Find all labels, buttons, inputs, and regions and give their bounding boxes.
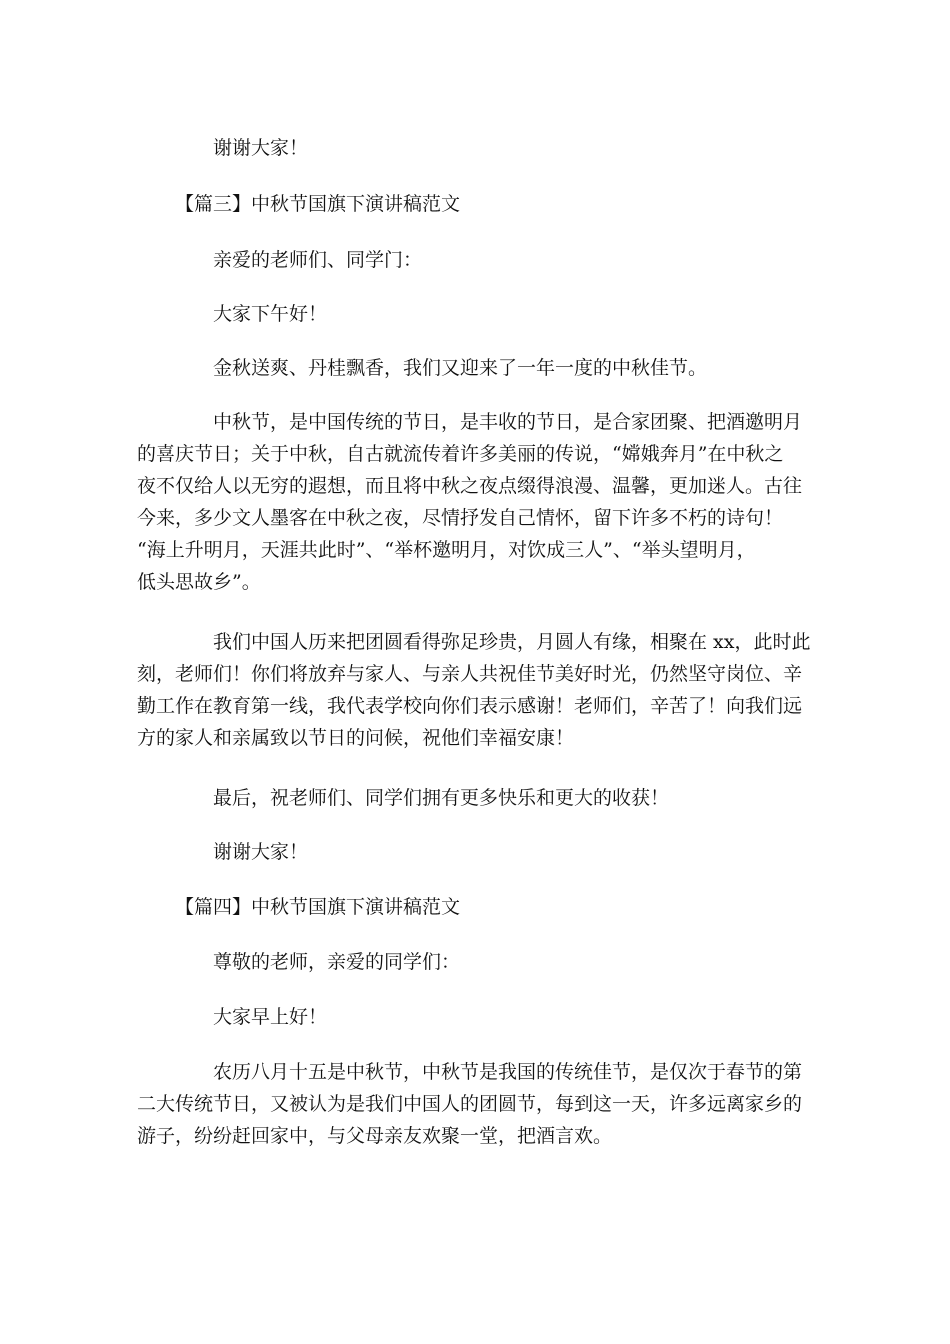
text-line: 低头思故乡”。 bbox=[137, 571, 261, 593]
text-line: 勤工作在教育第一线，我代表学校向你们表示感谢！老师们，辛苦了！向我们远 bbox=[137, 695, 803, 717]
paragraph-thanks-teachers bbox=[137, 626, 813, 754]
text-line: 中秋节，是中国传统的节日，是丰收的节日，是合家团聚、把酒邀明月 bbox=[213, 411, 803, 433]
closing-thanks-1: 谢谢大家！ bbox=[213, 137, 309, 159]
paragraph-wishes: 最后，祝老师们、同学们拥有更多快乐和更大的收获！ bbox=[213, 787, 670, 809]
text-line: 我们中国人历来把团圆看得弥足珍贵，月圆人有缘，相聚在 xx，此时此 bbox=[213, 631, 811, 653]
salutation-3: 亲爱的老师们、同学门： bbox=[213, 249, 423, 271]
section-heading-3: 【篇三】中秋节国旗下演讲稿范文 bbox=[175, 193, 461, 215]
text-line: “海上升明月，天涯共此时”、“举杯邀明月，对饮成三人”、“举头望明月， bbox=[137, 539, 756, 561]
text-line: 夜不仅给人以无穷的遐想，而且将中秋之夜点缀得浪漫、温馨，更加迷人。古往 bbox=[137, 475, 803, 497]
paragraph-mid-autumn-legend bbox=[137, 406, 813, 598]
text-line: 的喜庆节日；关于中秋，自古就流传着许多美丽的传说，“嫦娥奔月”在中秋之 bbox=[137, 443, 784, 465]
text-line: 刻，老师们！你们将放弃与家人、与亲人共祝佳节美好时光，仍然坚守岗位、辛 bbox=[137, 663, 803, 685]
section-heading-4: 【篇四】中秋节国旗下演讲稿范文 bbox=[175, 896, 461, 918]
text-line: 二大传统节日，又被认为是我们中国人的团圆节，每到这一天，许多远离家乡的 bbox=[137, 1093, 803, 1115]
paragraph-opening: 金秋送爽、丹桂飘香，我们又迎来了一年一度的中秋佳节。 bbox=[213, 357, 708, 379]
text-line: 农历八月十五是中秋节，中秋节是我国的传统佳节，是仅次于春节的第 bbox=[213, 1061, 803, 1083]
greeting-4: 大家早上好！ bbox=[213, 1006, 328, 1028]
paragraph-lunar-august bbox=[137, 1056, 813, 1152]
text-line: 游子，纷纷赶回家中，与父母亲友欢聚一堂，把酒言欢。 bbox=[137, 1125, 613, 1147]
text-line: 方的家人和亲属致以节日的问候，祝他们幸福安康！ bbox=[137, 727, 575, 749]
salutation-4: 尊敬的老师，亲爱的同学们： bbox=[213, 951, 461, 973]
closing-thanks-2: 谢谢大家！ bbox=[213, 841, 309, 863]
greeting-3: 大家下午好！ bbox=[213, 303, 328, 325]
text-line: 今来，多少文人墨客在中秋之夜，尽情抒发自己情怀，留下许多不朽的诗句！ bbox=[137, 507, 784, 529]
